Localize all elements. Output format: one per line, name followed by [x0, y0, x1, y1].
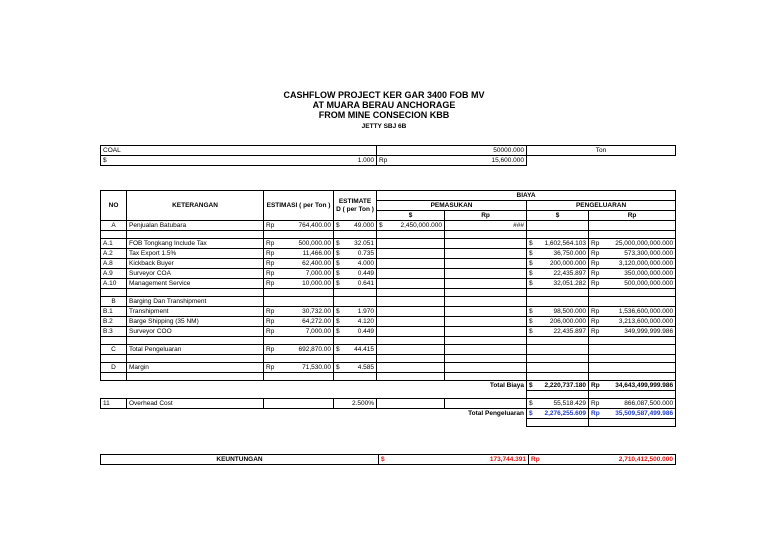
row-pengeluaran-rp-label: Rp — [589, 269, 604, 279]
title-line-3: FROM MINE CONSECION KBB — [318, 110, 450, 120]
row-pemasukan-rp: ### — [445, 221, 527, 231]
row-usd-sign: $ — [334, 221, 344, 231]
row-currency: Rp — [264, 259, 280, 269]
row-keterangan: Surveyor COO — [127, 327, 264, 337]
row-estimated: 49.000 — [344, 221, 377, 231]
header-keterangan: KETERANGAN — [127, 191, 264, 221]
table-row — [101, 363, 676, 373]
row-estimasi: 62,400.00 — [280, 259, 334, 269]
row-pengeluaran-rp-label: Rp — [589, 259, 604, 269]
table-row — [101, 317, 676, 327]
table-row — [101, 249, 676, 259]
row-pengeluaran-sign: $ — [527, 327, 537, 337]
row-currency: Rp — [264, 363, 280, 373]
header-biaya: BIAYA — [377, 191, 676, 201]
row-pengeluaran-usd: 55,518.429 — [537, 399, 589, 409]
row-estimasi: 500,000.00 — [280, 239, 334, 249]
row-no: A — [101, 221, 127, 231]
coal-unit: Ton — [527, 146, 676, 156]
total-biaya-rp: 34,643,499,999.986 — [604, 381, 676, 391]
total-pengeluaran-sign: $ — [527, 409, 537, 419]
row-pengeluaran-rp: 3,120,000,000.000 — [604, 259, 676, 269]
row-currency: Rp — [264, 307, 280, 317]
total-pengeluaran-label: Total Pengeluaran — [101, 409, 527, 419]
row-keterangan: Kickback Buyer — [127, 259, 264, 269]
row-keterangan: Tax Export 1.5% — [127, 249, 264, 259]
row-no: B.1 — [101, 307, 127, 317]
coal-qty: 50000.000 — [377, 146, 527, 156]
row-usd-sign: $ — [334, 327, 344, 337]
row-estimasi: 7,000.00 — [280, 269, 334, 279]
total-pengeluaran-row — [101, 409, 676, 419]
row-pengeluaran-rp: 573,300,000.000 — [604, 249, 676, 259]
row-no: A.1 — [101, 239, 127, 249]
row-currency: Rp — [264, 221, 280, 231]
header-no: NO — [101, 191, 127, 221]
table-row — [101, 297, 676, 307]
row-pemasukan-usd: 2,450,000.000 — [387, 221, 445, 231]
row-keterangan: Management Service — [127, 279, 264, 289]
table-row — [101, 345, 676, 355]
cashflow-table — [100, 190, 676, 427]
row-estimasi: 11,466.00 — [280, 249, 334, 259]
row-pengeluaran-usd: 32,051.282 — [537, 279, 589, 289]
row-pengeluaran-usd: 200,000.000 — [537, 259, 589, 269]
row-keterangan: Margin — [127, 363, 264, 373]
row-estimasi: 64,272.00 — [280, 317, 334, 327]
row-keterangan: FOB Tongkang Include Tax — [127, 239, 264, 249]
row-keterangan: Total Pengeluaran — [127, 345, 264, 355]
usd-label: $ — [103, 157, 107, 164]
title-line-2: AT MUARA BERAU ANCHORAGE — [312, 100, 456, 110]
row-estimated: 4.585 — [344, 363, 377, 373]
table-row — [101, 327, 676, 337]
row-currency: Rp — [264, 279, 280, 289]
row-pengeluaran-usd: 22,435.897 — [537, 327, 589, 337]
table-row — [101, 399, 676, 409]
row-pengeluaran-sign: $ — [527, 399, 537, 409]
row-no: 11 — [101, 399, 127, 409]
overhead-percent: 2.500% — [334, 399, 377, 409]
row-keterangan: Barge Shipping (35 NM) — [127, 317, 264, 327]
row-estimated: 0.641 — [344, 279, 377, 289]
header-pemasukan: PEMASUKAN — [377, 201, 527, 211]
row-currency: Rp — [264, 239, 280, 249]
row-currency: Rp — [264, 317, 280, 327]
row-keterangan: Transhipment — [127, 307, 264, 317]
row-currency: Rp — [264, 345, 280, 355]
row-pengeluaran-rp-label: Rp — [589, 249, 604, 259]
row-usd-sign: $ — [334, 269, 344, 279]
total-biaya-label: Total Biaya — [101, 381, 527, 391]
header-pengeluaran-usd: $ — [527, 211, 589, 221]
keuntungan-label: KEUNTUNGAN — [101, 455, 379, 465]
row-pengeluaran-usd: 22,435.897 — [537, 269, 589, 279]
total-biaya-sign: $ — [527, 381, 537, 391]
row-pengeluaran-rp: 350,000,000.000 — [604, 269, 676, 279]
row-pengeluaran-sign: $ — [527, 307, 537, 317]
table-row — [101, 269, 676, 279]
row-estimated: 0.735 — [344, 249, 377, 259]
row-currency: Rp — [264, 249, 280, 259]
usd-rate: 1.000 — [357, 157, 374, 164]
header-pengeluaran: PENGELUARAN — [527, 201, 676, 211]
keuntungan-usd: 173,744.391 — [389, 455, 529, 465]
row-pengeluaran-rp: 500,000,000.000 — [604, 279, 676, 289]
row-usd-sign: $ — [334, 239, 344, 249]
row-pengeluaran-rp: 1,536,600,000.000 — [604, 307, 676, 317]
row-pengeluaran-sign: $ — [527, 249, 537, 259]
row-usd-sign: $ — [334, 307, 344, 317]
title-line-4: JETTY SBJ 6B — [361, 123, 407, 130]
row-pengeluaran-usd: 36,750.000 — [537, 249, 589, 259]
row-estimasi: 7,000.00 — [280, 327, 334, 337]
row-pengeluaran-sign: $ — [527, 269, 537, 279]
row-usd-sign: $ — [334, 363, 344, 373]
header-pemasukan-usd: $ — [377, 211, 445, 221]
row-pengeluaran-rp: 25,000,000,000.000 — [604, 239, 676, 249]
header-pengeluaran-rp: Rp — [589, 211, 676, 221]
row-keterangan: Overhead Cost — [127, 399, 264, 409]
row-pengeluaran-sign: $ — [527, 239, 537, 249]
row-estimasi: 764,400.00 — [280, 221, 334, 231]
keuntungan-rp: 2,710,412,500.000 — [544, 455, 676, 465]
row-estimated: 0.449 — [344, 269, 377, 279]
total-biaya-rp-label: Rp — [589, 381, 604, 391]
title-line-1: CASHFLOW PROJECT KER GAR 3400 FOB MV — [283, 90, 485, 100]
total-pengeluaran-rp: 35,509,587,499.986 — [604, 409, 676, 419]
table-row — [101, 307, 676, 317]
rp-rate: 15,600.000 — [491, 157, 524, 164]
row-no: D — [101, 363, 127, 373]
row-usd-sign: $ — [334, 259, 344, 269]
rp-label: Rp — [379, 157, 388, 164]
row-pengeluaran-rp-label: Rp — [589, 239, 604, 249]
table-row — [101, 221, 676, 231]
row-estimated: 1.970 — [344, 307, 377, 317]
keuntungan-sign: $ — [379, 455, 389, 465]
row-pengeluaran-sign: $ — [527, 259, 537, 269]
header-pemasukan-rp: Rp — [445, 211, 527, 221]
row-no: A.10 — [101, 279, 127, 289]
row-pengeluaran-rp: 866,087,500.000 — [604, 399, 676, 409]
row-pengeluaran-rp: 349,999,999.986 — [604, 327, 676, 337]
row-pengeluaran-usd: 1,602,564.103 — [537, 239, 589, 249]
row-no: B.2 — [101, 317, 127, 327]
total-pengeluaran-usd: 2,276,255.609 — [537, 409, 589, 419]
table-row — [101, 279, 676, 289]
row-pengeluaran-rp: 3,213,600,000.000 — [604, 317, 676, 327]
row-estimasi: 30,732.00 — [280, 307, 334, 317]
row-keterangan: Surveyor COA — [127, 269, 264, 279]
row-usd-sign: $ — [334, 345, 344, 355]
row-estimated: 4.120 — [344, 317, 377, 327]
coal-info-table — [100, 145, 676, 166]
row-pengeluaran-rp-label: Rp — [589, 307, 604, 317]
row-pengeluaran-usd: 98,500.000 — [537, 307, 589, 317]
row-estimated: 44.415 — [344, 345, 377, 355]
row-no: A.2 — [101, 249, 127, 259]
total-biaya-usd: 2,220,737.180 — [537, 381, 589, 391]
row-pengeluaran-sign: $ — [527, 317, 537, 327]
row-currency: Rp — [264, 269, 280, 279]
row-no: B — [101, 297, 127, 307]
row-no: A.8 — [101, 259, 127, 269]
row-pengeluaran-usd: 206,000.000 — [537, 317, 589, 327]
row-estimasi: 692,870.00 — [280, 345, 334, 355]
row-estimasi: 71,530.00 — [280, 363, 334, 373]
row-no: B.3 — [101, 327, 127, 337]
total-pengeluaran-rp-label: Rp — [589, 409, 604, 419]
keuntungan-table — [100, 454, 676, 465]
row-no: A.9 — [101, 269, 127, 279]
table-row — [101, 259, 676, 269]
row-pengeluaran-rp-label: Rp — [589, 327, 604, 337]
row-pengeluaran-rp-label: Rp — [589, 279, 604, 289]
row-estimated: 32.051 — [344, 239, 377, 249]
row-usd-sign: $ — [334, 317, 344, 327]
row-no: C — [101, 345, 127, 355]
row-pengeluaran-sign: $ — [527, 279, 537, 289]
row-pengeluaran-rp-label: Rp — [589, 317, 604, 327]
total-biaya-row — [101, 381, 676, 391]
row-pemasukan-sign: $ — [377, 221, 387, 231]
row-currency: Rp — [264, 327, 280, 337]
header-estimasi: ESTIMASI ( per Ton ) — [264, 191, 334, 221]
table-row — [101, 239, 676, 249]
row-pengeluaran-rp-label: Rp — [589, 399, 604, 409]
row-estimated: 0.449 — [344, 327, 377, 337]
row-keterangan: Barging Dan Transhipment — [127, 297, 264, 307]
header-estimated: ESTIMATE D ( per Ton ) — [334, 191, 377, 221]
coal-label: COAL — [101, 146, 377, 156]
row-usd-sign: $ — [334, 279, 344, 289]
row-estimasi: 10,000.00 — [280, 279, 334, 289]
row-estimated: 4.000 — [344, 259, 377, 269]
row-usd-sign: $ — [334, 249, 344, 259]
keuntungan-rp-label: Rp — [529, 455, 544, 465]
row-keterangan: Penjualan Batubara — [127, 221, 264, 231]
